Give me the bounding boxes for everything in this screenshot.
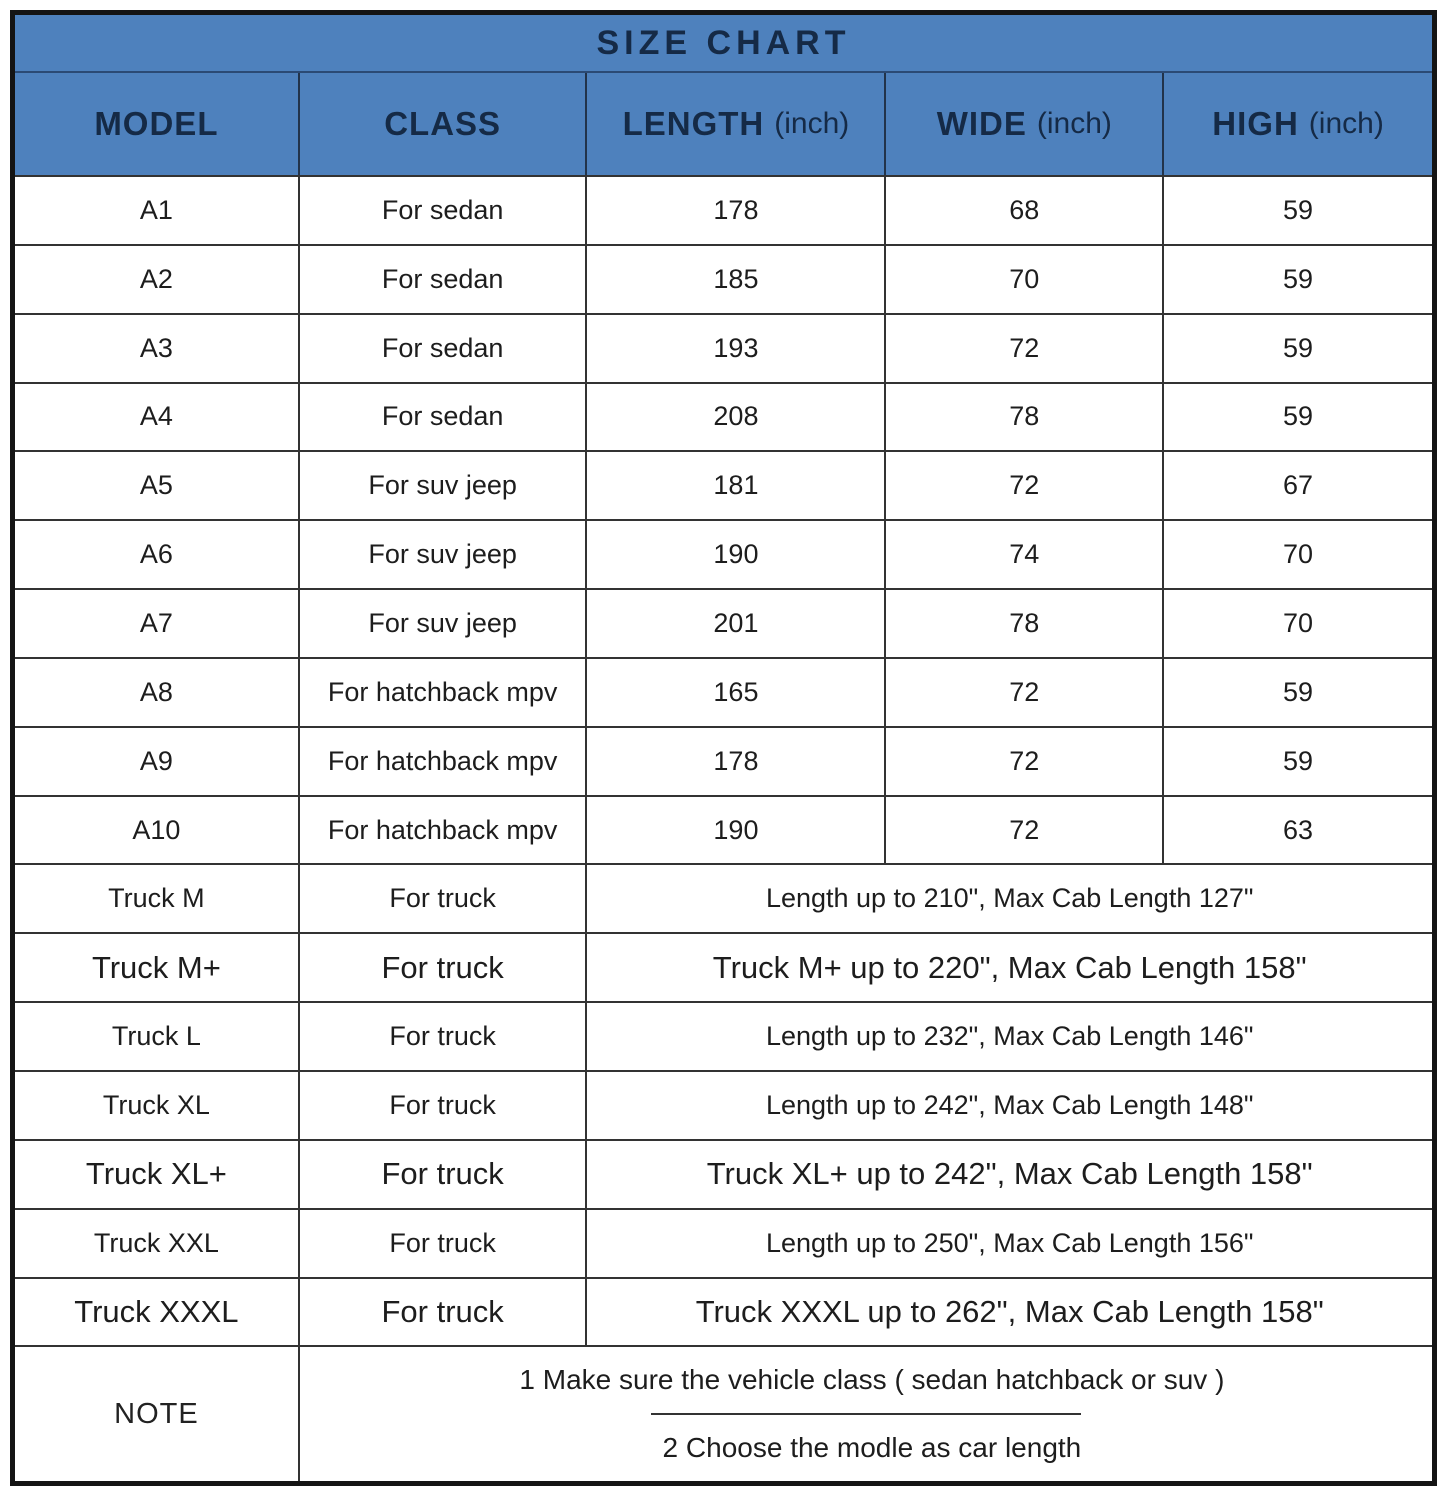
table-title-bar — [15, 15, 1432, 73]
cell-class: For sedan — [300, 315, 588, 382]
cell-model: A1 — [15, 177, 300, 244]
cell-class: For sedan — [300, 177, 588, 244]
cell-spec: Length up to 232", Max Cab Length 146" — [765, 1021, 1254, 1052]
cell-model: A8 — [15, 659, 300, 726]
table-body — [15, 175, 1432, 1481]
table-title: SIZE CHART — [596, 23, 851, 62]
cell-model: Truck XL+ — [15, 1141, 300, 1208]
cell-model: A5 — [15, 452, 300, 519]
cell-model: Truck XL — [15, 1072, 300, 1139]
cell-model: A4 — [15, 384, 300, 451]
cell-spec: Length up to 242", Max Cab Length 148" — [765, 1089, 1254, 1120]
note-label-cell: NOTE — [15, 1347, 300, 1481]
col-header-length — [587, 73, 886, 175]
col-header-high-label: HIGH — [1212, 105, 1299, 142]
cell-model: Truck XXXL — [15, 1279, 300, 1346]
col-header-high — [1164, 73, 1432, 175]
table-header-row — [15, 73, 1432, 175]
cell-class: For truck — [300, 1072, 588, 1139]
cell-wide: 78 — [886, 590, 1164, 657]
cell-class: For truck — [300, 1279, 588, 1346]
cell-length: 178 — [587, 177, 886, 244]
cell-model: A10 — [15, 797, 300, 864]
cell-wide: 78 — [886, 384, 1164, 451]
cell-spec: Length up to 210", Max Cab Length 127" — [765, 883, 1254, 914]
table-row — [15, 1139, 1432, 1208]
cell-length: 181 — [587, 452, 886, 519]
col-header-high-unit: (inch) — [1308, 107, 1384, 140]
cell-class: For truck — [300, 865, 588, 932]
cell-class: For truck — [300, 1141, 588, 1208]
table-row — [15, 1001, 1432, 1070]
cell-high: 59 — [1283, 401, 1314, 432]
table-row — [15, 382, 1432, 451]
table-row — [15, 519, 1432, 588]
col-header-wide-unit: (inch) — [1036, 107, 1112, 140]
cell-high: 63 — [1283, 814, 1314, 845]
cell-class: For hatchback mpv — [300, 659, 588, 726]
cell-high: 59 — [1283, 194, 1314, 225]
table-row — [15, 1208, 1432, 1277]
cell-wide: 72 — [886, 659, 1164, 726]
cell-class: For truck — [300, 1003, 588, 1070]
col-header-class — [300, 73, 588, 175]
cell-wide: 72 — [886, 797, 1164, 864]
table-row — [15, 726, 1432, 795]
cell-model: Truck L — [15, 1003, 300, 1070]
table-row — [15, 795, 1432, 864]
col-header-length-label: LENGTH — [622, 105, 765, 142]
cell-high: 59 — [1283, 332, 1314, 363]
cell-class: For hatchback mpv — [300, 797, 588, 864]
col-header-wide-label: WIDE — [936, 105, 1027, 142]
table-row — [15, 450, 1432, 519]
cell-length: 190 — [587, 521, 886, 588]
cell-class: For sedan — [300, 384, 588, 451]
table-row — [15, 175, 1432, 244]
cell-high: 70 — [1283, 539, 1314, 570]
note-items — [300, 1347, 1432, 1481]
cell-high: 59 — [1283, 745, 1314, 776]
cell-model: A6 — [15, 521, 300, 588]
cell-model: Truck M+ — [15, 934, 300, 1001]
cell-high: 67 — [1283, 470, 1314, 501]
cell-wide: 72 — [886, 315, 1164, 382]
cell-high: 59 — [1283, 263, 1314, 294]
table-row — [15, 313, 1432, 382]
col-header-class-label: CLASS — [384, 105, 502, 142]
cell-class: For suv jeep — [300, 452, 588, 519]
cell-model: A9 — [15, 728, 300, 795]
cell-high: 59 — [1283, 676, 1314, 707]
cell-length: 185 — [587, 246, 886, 313]
cell-length: 190 — [587, 797, 886, 864]
table-row — [15, 1070, 1432, 1139]
cell-spec: Truck XL+ up to 242", Max Cab Length 158" — [706, 1156, 1313, 1192]
cell-spec: Truck XXXL up to 262", Max Cab Length 158" — [695, 1293, 1324, 1329]
cell-model: Truck XXL — [15, 1210, 300, 1277]
note-row — [15, 1345, 1432, 1481]
cell-model: A2 — [15, 246, 300, 313]
cell-class: For truck — [300, 934, 588, 1001]
cell-class: For truck — [300, 1210, 588, 1277]
col-header-model — [15, 73, 300, 175]
col-header-model-label: MODEL — [94, 105, 219, 142]
cell-length: 165 — [587, 659, 886, 726]
cell-wide: 72 — [886, 728, 1164, 795]
cell-class: For suv jeep — [300, 590, 588, 657]
col-header-wide — [886, 73, 1164, 175]
cell-length: 178 — [587, 728, 886, 795]
cell-model: A3 — [15, 315, 300, 382]
size-chart-table — [10, 10, 1437, 1486]
cell-length: 208 — [587, 384, 886, 451]
cell-class: For suv jeep — [300, 521, 588, 588]
cell-wide: 68 — [886, 177, 1164, 244]
cell-model: Truck M — [15, 865, 300, 932]
table-row — [15, 932, 1432, 1001]
cell-wide: 74 — [886, 521, 1164, 588]
table-row — [15, 657, 1432, 726]
table-row — [15, 244, 1432, 313]
col-header-length-unit: (inch) — [774, 107, 850, 140]
table-row — [15, 588, 1432, 657]
cell-spec: Length up to 250", Max Cab Length 156" — [765, 1227, 1254, 1258]
cell-class: For sedan — [300, 246, 588, 313]
cell-class: For hatchback mpv — [300, 728, 588, 795]
cell-high: 70 — [1283, 607, 1314, 638]
note-item-2: 2 Choose the modle as car length — [651, 1413, 1082, 1481]
cell-spec: Truck M+ up to 220", Max Cab Length 158" — [712, 949, 1307, 985]
cell-wide: 70 — [886, 246, 1164, 313]
table-row — [15, 1277, 1432, 1346]
cell-model: A7 — [15, 590, 300, 657]
cell-wide: 72 — [886, 452, 1164, 519]
cell-length: 201 — [587, 590, 886, 657]
table-row — [15, 863, 1432, 932]
cell-length: 193 — [587, 315, 886, 382]
note-item-1: 1 Make sure the vehicle class ( sedan hatchback or suv ) — [519, 1364, 1225, 1396]
